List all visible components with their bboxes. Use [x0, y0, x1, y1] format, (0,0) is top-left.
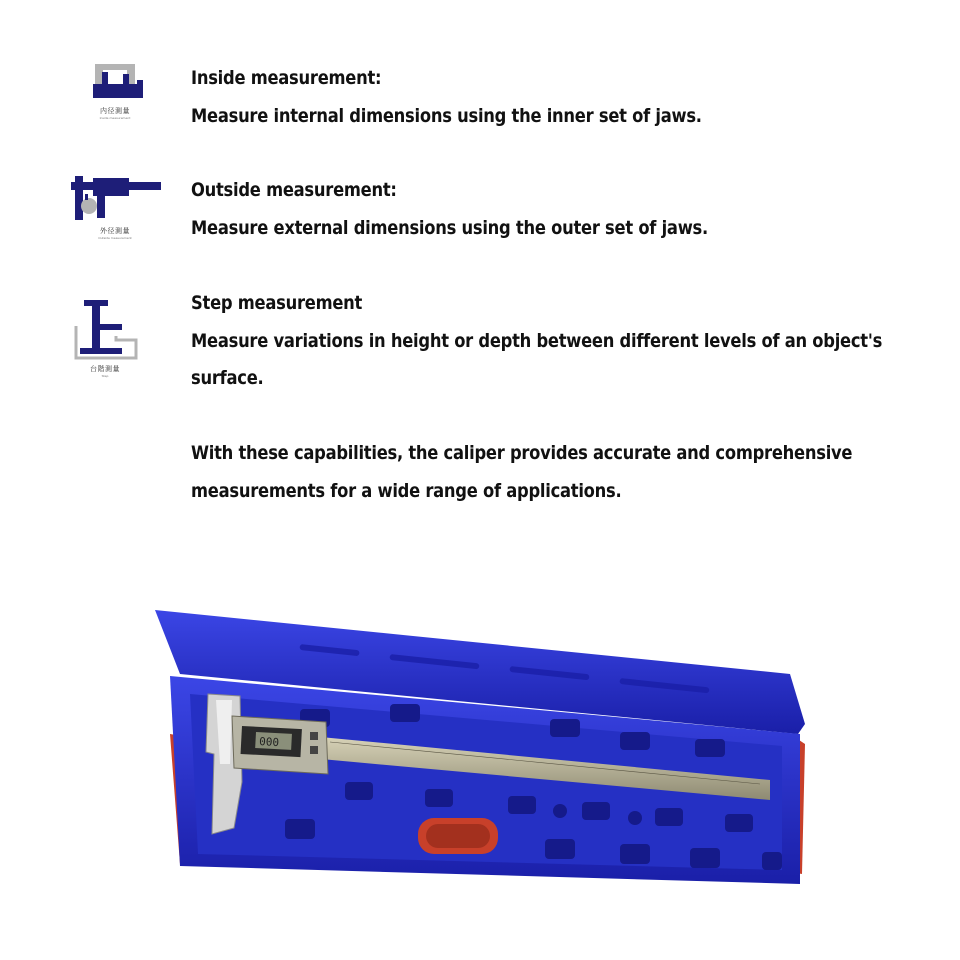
icon-subcaption: Inside measurement — [99, 116, 131, 120]
step-measure-icon — [50, 296, 160, 378]
icon-subcaption: Outside measurement — [98, 236, 132, 240]
summary-paragraph — [191, 435, 853, 510]
feature-description: Measure internal dimensions using the inner set of jaws. — [191, 104, 702, 127]
lcd-reading: 000 — [258, 735, 280, 750]
product-photo — [150, 604, 810, 894]
feature-title: Outside measurement: — [191, 179, 397, 201]
summary-line: With these capabilities, the caliper provides accurate and comprehensive — [191, 442, 853, 464]
inside-jaws-icon — [60, 62, 170, 120]
icon-caption: 外径測量 — [100, 227, 130, 235]
icon-caption: 台階測量 — [90, 365, 120, 373]
feature-title: Inside measurement: — [191, 67, 382, 89]
feature-description: Measure external dimensions using the outer set of jaws. — [191, 216, 708, 239]
feature-description: Measure variations in height or depth between different levels of an object's — [191, 329, 883, 352]
icon-subcaption: Step — [101, 374, 109, 378]
summary-line: measurements for a wide range of applications. — [191, 479, 622, 502]
outside-jaws-icon — [60, 172, 170, 240]
feature-title: Step measurement — [191, 292, 363, 314]
icon-caption: 内径測量 — [100, 107, 130, 115]
feature-description-cont: surface. — [191, 367, 264, 389]
